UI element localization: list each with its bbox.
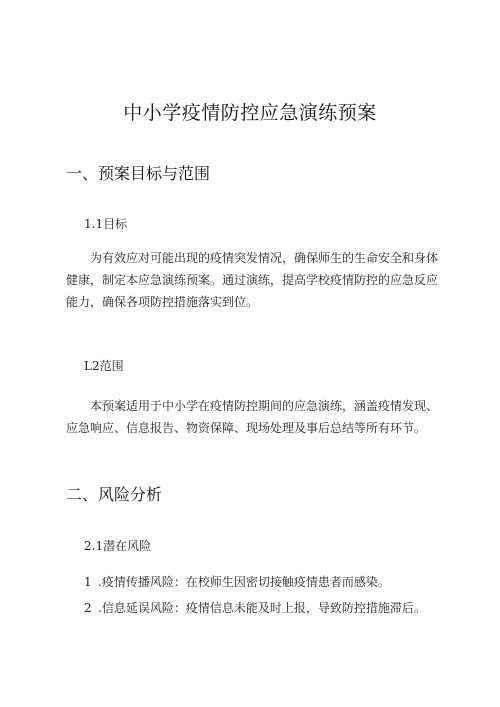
- list-item-text: .信息延误风险：疫情信息未能及时上报，导致防控措施滞后。: [98, 601, 426, 615]
- subsection-heading-potential-risks: 2.1潜在风险: [84, 539, 152, 553]
- subsection-heading-scope: L2范围: [84, 359, 124, 373]
- paragraph-goal: 为有效应对可能出现的疫情突发情况，确保师生的生命安全和身体健康，制定本应急演练预案。通过演练，提高学校疫情防控的应急反应能力，确保各项防控措施落实到位。: [66, 251, 439, 309]
- section-heading-risk-analysis: 二、风险分析: [66, 485, 163, 504]
- list-item: [84, 599, 444, 616]
- list-item-number: 2: [84, 601, 92, 615]
- list-item: [84, 573, 444, 590]
- list-item-number: 1: [84, 575, 92, 589]
- list-item-text: .疫情传播风险：在校师生因密切接触疫情患者而感染。: [98, 575, 390, 589]
- document-title: 中小学疫情防控应急演练预案: [123, 102, 377, 124]
- subsection-heading-goal: 1.1目标: [84, 217, 128, 231]
- section-heading-goals-scope: 一、预案目标与范围: [66, 164, 211, 183]
- paragraph-scope: 本预案适用于中小学在疫情防控期间的应急演练，涵盖疫情发现、应急响应、信息报告、物资保障、现场处理及事后总结等所有环节。: [66, 399, 439, 435]
